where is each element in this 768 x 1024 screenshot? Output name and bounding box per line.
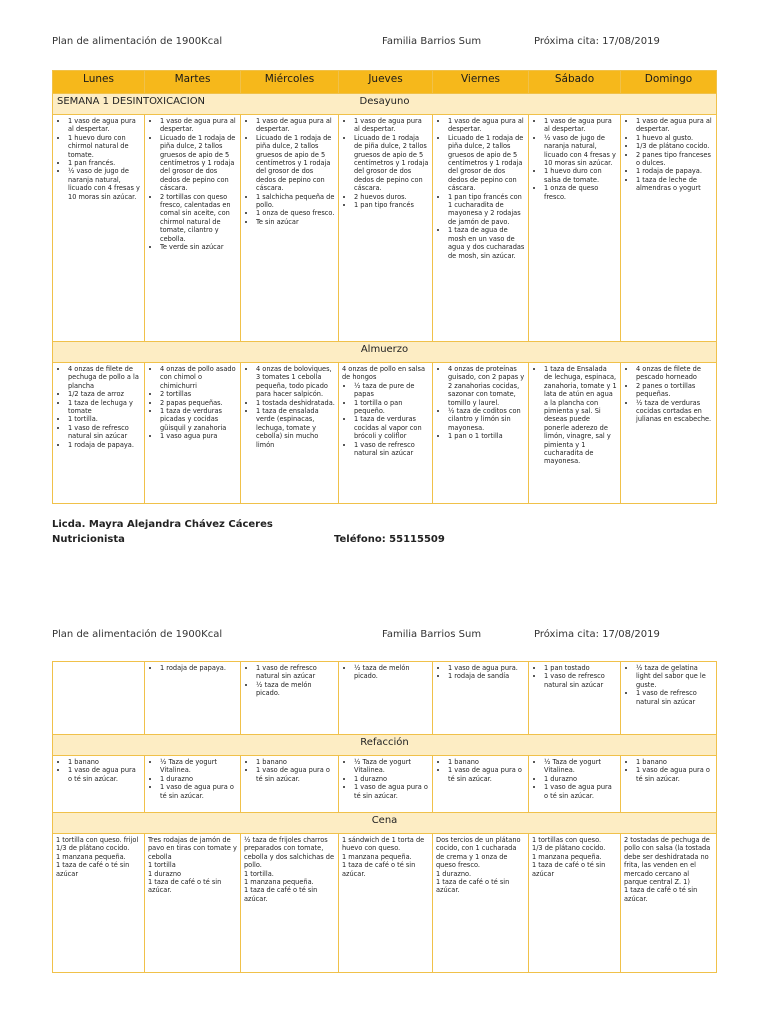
meal-item: • 4 onzas de filete de pescado horneado (636, 365, 713, 382)
meal-item-list (624, 117, 713, 193)
meal-cell (241, 834, 339, 973)
meal-item: • 1 huevo duro con chirmol natural de tomate. (68, 134, 141, 159)
meal-cell (145, 363, 241, 504)
meal-item: • 1 vaso de agua pura o té sin azúcar. (354, 783, 429, 800)
meal-item: 1 taza de café o té sin azúcar. (624, 886, 698, 903)
meal-item: • Licuado de 1 rodaja de piña dulce, 2 tallos gruesos de apio de 5 centímetros y 1 rodaja del grosor de dos dedos de pepino con cáscara. (160, 134, 237, 193)
meal-item-list (148, 664, 237, 672)
phone-number: Teléfono: 55115509 (334, 534, 445, 545)
meal-item-list (148, 117, 237, 252)
day-header: Jueves (339, 71, 433, 94)
page-header (52, 36, 716, 52)
next-appointment: Próxima cita: 17/08/2019 (534, 36, 660, 47)
meal-item: • 1 vaso de agua pura al despertar. (160, 117, 237, 134)
day-header: Lunes (53, 71, 145, 94)
plan-title: Plan de alimentación de 1900Kcal (52, 36, 223, 47)
meal-item-list (244, 117, 335, 226)
meal-cell (53, 363, 145, 504)
meal-item: • ½ taza de coditos con cilantro y limón sin mayonesa. (448, 407, 525, 432)
meal-item-list (532, 758, 617, 800)
refaccion-row (53, 756, 717, 813)
meal-item: Dos tercios de un plátano cocido, con 1 cucharada de crema y 1 onza de queso fresco. (436, 836, 521, 870)
meal-item: • 1 onza de queso fresco. (544, 184, 617, 201)
meal-item: 1 tortilla con queso. frijol (56, 836, 139, 844)
meal-item: • 1 rodaja de papaya. (160, 664, 237, 672)
plan-title: Plan de alimentación de 1900Kcal (52, 629, 223, 640)
meal-item: • 1 vaso de agua pura al despertar. (636, 117, 713, 134)
cena-band (53, 813, 717, 834)
meal-item: • ½ vaso de jugo de naranja natural, licuado con 4 fresas y 10 moras sin azúcar. (544, 134, 617, 168)
meal-cell (529, 115, 621, 342)
meal-item: • ½ Taza de yogurt Vitalinea. (354, 758, 429, 775)
meal-cell (53, 662, 145, 735)
meal-item: 1 tortilla (148, 861, 176, 870)
meal-item: • 1 durazno (544, 775, 617, 783)
meal-cell (241, 756, 339, 813)
meal-item: • 1 rodaja de papaya. (68, 441, 141, 449)
nutritionist-title: Nutricionista (52, 534, 125, 545)
meal-item: • Licuado de 1 rodaja de piña dulce, 2 tallos gruesos de apio de 5 centímetros y 1 rodaja del grosor de dos dedos de pepino con cáscara. (448, 134, 525, 193)
meal-cell (621, 115, 717, 342)
meal-title-cena: Cena (53, 813, 717, 834)
family-name: Familia Barrios Sum (382, 36, 482, 47)
desayuno-row (53, 115, 717, 342)
meal-item: • 1 banano (256, 758, 335, 766)
meal-cell (529, 756, 621, 813)
meal-item: 1 taza de café o té sin azúcar. (148, 878, 222, 895)
meal-item: • 1 rodaja de sandía (448, 672, 525, 680)
meal-item: • 1 vaso de refresco natural sin azúcar (636, 689, 713, 706)
meal-item-list (532, 664, 617, 689)
meal-item: • 1 vaso de agua pura o té sin azúcar. (160, 783, 237, 800)
meal-item: • 1 huevo duro con salsa de tomate. (544, 167, 617, 184)
meal-item-list (436, 117, 525, 260)
meal-item-list (624, 758, 713, 783)
meal-item: 1 taza de café o té sin azúcar (532, 861, 606, 878)
meal-cell (145, 115, 241, 342)
meal-item: 2 tostadas de pechuga de pollo con salsa (la tostada debe ser deshidratada no frita, las venden en el mercado cercano al parque central Z. 1) (624, 836, 711, 887)
meal-item: • 1 salchicha pequeña de pollo. (256, 193, 335, 210)
meal-item: • 1 vaso de refresco natural sin azúcar (354, 441, 429, 458)
meal-item: • 1 rodaja de papaya. (636, 167, 713, 175)
meal-item: • 1 durazno (160, 775, 237, 783)
nutritionist-name: Licda. Mayra Alejandra Chávez Cáceres (52, 519, 273, 530)
meal-cell (433, 834, 529, 973)
meal-item: • 2 panes tipo franceses o dulces. (636, 151, 713, 168)
meal-item: • 1 pan tipo francés (354, 201, 429, 209)
meal-item-list (436, 836, 525, 895)
meal-item: • 1 taza de verduras picadas y cocidas güisquil y zanahoria (160, 407, 237, 432)
meal-item-list (624, 664, 713, 706)
meal-cell (529, 662, 621, 735)
meal-item: • 2 papas pequeñas. (160, 399, 237, 407)
meal-item: • 4 onzas de boloviques, 3 tomates 1 cebolla pequeña, todo picado para hacer salpicón. (256, 365, 335, 399)
meal-cell (433, 662, 529, 735)
refaccion-band (53, 735, 717, 756)
meal-cell (529, 363, 621, 504)
meal-item: 1 tortillas con queso. (532, 836, 602, 844)
meal-item: • ½ taza de verduras cocidas cortadas en julianas en escabeche. (636, 399, 713, 424)
meal-cell (241, 363, 339, 504)
meal-item-list (56, 365, 141, 449)
meal-item: • 1 vaso de agua pura. (448, 664, 525, 672)
meal-item-list (244, 758, 335, 783)
meal-item: • 1 pan o 1 tortilla (448, 432, 525, 440)
meal-item-list (148, 365, 237, 441)
meal-item: • 4 onzas de pollo asado con chimol o chimichurri (160, 365, 237, 390)
meal-cell (621, 756, 717, 813)
meal-item: ½ taza de frijoles charros preparados con tomate, cebolla y dos salchichas de pollo. (244, 836, 335, 870)
meal-cell (433, 115, 529, 342)
meal-cell (53, 756, 145, 813)
meal-cell (339, 756, 433, 813)
meal-plan-table-page-2 (52, 661, 717, 973)
meal-item: • 1 taza de verduras cocidas al vapor con brócoli y coliflor (354, 415, 429, 440)
meal-item-list (436, 365, 525, 441)
meal-plan-table-page-1 (52, 70, 717, 504)
meal-item: • 1 vaso de agua pura al despertar. (256, 117, 335, 134)
meal-cell (433, 756, 529, 813)
meal-item: • ½ vaso de jugo de naranja natural, licuado con 4 fresas y 10 moras sin azúcar. (68, 167, 141, 201)
meal-item-list (342, 117, 429, 209)
meal-item-list (532, 836, 617, 878)
meal-item: • 1 pan tostado (544, 664, 617, 672)
meal-item: 1 taza de café o té sin azúcar (56, 861, 130, 878)
meal-item: • 1 taza de ensalada verde (espinacas, lechuga, tomate y cebolla) sin mucho limón (256, 407, 335, 449)
meal-item: 1 durazno (148, 869, 182, 878)
almuerzo-row (53, 363, 717, 504)
meal-item: • Licuado de 1 rodaja de piña dulce, 2 tallos gruesos de apio de 5 centímetros y 1 rodaja del grosor de dos dedos de pepino con cáscara. (354, 134, 429, 193)
meal-item-list (436, 664, 525, 681)
meal-item: • ½ taza de pure de papas (354, 382, 429, 399)
almuerzo-band (53, 342, 717, 363)
meal-item-list (148, 836, 237, 895)
meal-item: • ½ Taza de yogurt Vitalinea. (544, 758, 617, 775)
meal-item: • ½ Taza de yogurt Vitalinea. (160, 758, 237, 775)
meal-cell (53, 115, 145, 342)
meal-cell (621, 662, 717, 735)
week-label: SEMANA 1 DESINTOXICACION (57, 96, 206, 107)
meal-item-list (56, 117, 141, 201)
meal-item-list (624, 836, 713, 903)
meal-item: 1 taza de café o té sin azúcar. (342, 861, 416, 878)
meal-item: • 1 banano (636, 758, 713, 766)
meal-item-list (532, 117, 617, 201)
meal-item: • 1 durazno (354, 775, 429, 783)
meal-item: • 2 huevos duros. (354, 193, 429, 201)
meal-item: • 1 vaso agua pura (160, 432, 237, 440)
days-header-row (53, 71, 717, 94)
meal-title-desayuno: Desayuno (359, 96, 410, 107)
meal-item: 1 manzana pequeña. (532, 852, 602, 861)
meal-item: • 2 tortillas (160, 390, 237, 398)
meal-item-list (148, 758, 237, 800)
meal-item-list (342, 836, 429, 878)
meal-item-list (244, 664, 335, 698)
family-name: Familia Barrios Sum (382, 629, 482, 640)
meal-title-almuerzo: Almuerzo (53, 342, 717, 363)
meal-item: • 1 vaso de agua pura al despertar. (68, 117, 141, 134)
meal-item: • 1 vaso de agua pura al despertar. (448, 117, 525, 134)
meal-item: • Te verde sin azúcar (160, 243, 237, 251)
meal-cell (339, 662, 433, 735)
meal-item: 1 durazno. (436, 869, 472, 878)
meal-item: • 1 taza de leche de almendras o yogurt (636, 176, 713, 193)
meal-item: • 1 vaso de refresco natural sin azúcar (256, 664, 335, 681)
meal-item-list (244, 836, 335, 903)
meal-item: • ½ taza de melón picado. (354, 664, 429, 681)
meal-item: • 1 vaso de agua pura o té sin azúcar. (448, 766, 525, 783)
meal-cell (339, 363, 433, 504)
meal-item-list (342, 758, 429, 800)
page-header (52, 629, 716, 645)
meal-cell (433, 363, 529, 504)
cena-row (53, 834, 717, 973)
day-header: Martes (145, 71, 241, 94)
meal-cell (241, 115, 339, 342)
meal-item: • 1 banano (448, 758, 525, 766)
meal-item: • 1 taza de agua de mosh en un vaso de agua y dos cucharadas de mosh, sin azúcar. (448, 226, 525, 260)
next-appointment: Próxima cita: 17/08/2019 (534, 629, 660, 640)
meal-item: • 1/2 taza de arroz (68, 390, 141, 398)
meal-item: 1 manzana pequeña. (244, 878, 314, 887)
day-header: Miércoles (241, 71, 339, 94)
meal-cell (145, 756, 241, 813)
meal-item: • 1 taza de Ensalada de lechuga, espinaca, zanahoria, tomate y 1 lata de atún en agua a la plancha con pimienta y sal. Si deseas puede ponerle aderezo de limón, vinagre, sal y pimienta y 1 cucharadita de mayonesa. (544, 365, 617, 466)
meal-cell (145, 662, 241, 735)
meal-item-list (624, 365, 713, 424)
almuerzo-continuation-row (53, 662, 717, 735)
day-header: Domingo (621, 71, 717, 94)
meal-item: 1 taza de café o té sin azúcar. (436, 878, 510, 895)
meal-item: • 1 vaso de refresco natural sin azúcar (68, 424, 141, 441)
meal-item: • 1 vaso de refresco natural sin azúcar (544, 672, 617, 689)
meal-item-list (532, 365, 617, 466)
meal-item: 1 tortilla. (244, 869, 274, 878)
meal-cell (145, 834, 241, 973)
meal-item: • 1 huevo al gusto. (636, 134, 713, 142)
meal-item: • 1 tostada deshidratada. (256, 399, 335, 407)
meal-item: • Te sin azúcar (256, 218, 335, 226)
meal-item: • 1 onza de queso fresco. (256, 209, 335, 217)
meal-item: 1/3 de plátano cocido. (56, 844, 130, 853)
meal-item: • 1 vaso de agua pura al despertar. (354, 117, 429, 134)
meal-item: • 1 vaso de agua pura o té sin azúcar. (636, 766, 713, 783)
meal-cell (621, 834, 717, 973)
meal-item: • 4 onzas de proteínas guisado, con 2 papas y 2 zanahorias cocidas, sazonar con tomate, tomillo y laurel. (448, 365, 525, 407)
meal-item: • 1/3 de plátano cocido. (636, 142, 713, 150)
meal-cell (53, 834, 145, 973)
meal-item: 1 manzana pequeña. (56, 852, 126, 861)
meal-item-list (56, 836, 141, 878)
meal-item: • 1 tortilla. (68, 415, 141, 423)
meal-item: • 2 panes o tortillas pequeñas. (636, 382, 713, 399)
meal-cell (241, 662, 339, 735)
meal-item: • 1 vaso de agua pura al despertar. (544, 117, 617, 134)
meal-item: • 1 taza de lechuga y tomate (68, 399, 141, 416)
meal-title-refaccion: Refacción (53, 735, 717, 756)
day-header: Sábado (529, 71, 621, 94)
meal-item: 1/3 de plátano cocido. (532, 844, 606, 853)
meal-item: • ½ taza de melón picado. (256, 681, 335, 698)
meal-item: • 1 vaso de agua pura o té sin azúcar. (544, 783, 617, 800)
meal-item-list (244, 365, 335, 449)
meal-item: • 1 tortilla o pan pequeño. (354, 399, 429, 416)
desayuno-band (53, 94, 717, 115)
meal-cell (529, 834, 621, 973)
meal-item: 1 sándwich de 1 torta de huevo con queso. (342, 836, 425, 853)
meal-item: • ½ taza de gelatina light del sabor que le guste. (636, 664, 713, 689)
meal-item-list (436, 758, 525, 783)
meal-item: 1 manzana pequeña. (342, 852, 412, 861)
meal-item: • 1 banano (68, 758, 141, 766)
meal-cell (339, 834, 433, 973)
meal-item: • Licuado de 1 rodaja de piña dulce, 2 tallos gruesos de apio de 5 centímetros y 1 rodaja del grosor de dos dedos de pepino con cáscara. (256, 134, 335, 193)
meal-cell (339, 115, 433, 342)
day-header: Viernes (433, 71, 529, 94)
meal-intro-text: 4 onzas de pollo en salsa de hongos (342, 365, 426, 382)
meal-item: • 1 pan francés. (68, 159, 141, 167)
meal-item: 1 taza de café o té sin azúcar. (244, 886, 318, 903)
meal-item: • 1 vaso de agua pura o té sin azúcar. (256, 766, 335, 783)
meal-item: • 2 tortillas con queso fresco, calentadas en comal sin aceite, con chirmol natural de tomate, cilantro y cebolla. (160, 193, 237, 243)
meal-item-list (342, 382, 429, 458)
meal-item-list (342, 664, 429, 681)
meal-item: • 4 onzas de filete de pechuga de pollo a la plancha (68, 365, 141, 390)
meal-cell (621, 363, 717, 504)
meal-item: Tres rodajas de jamón de pavo en tiras con tomate y cebolla (148, 836, 237, 861)
meal-item: • 1 vaso de agua pura o té sin azúcar. (68, 766, 141, 783)
meal-item-list (56, 758, 141, 783)
meal-item: • 1 pan tipo francés con 1 cucharadita de mayonesa y 2 rodajas de jamón de pavo. (448, 193, 525, 227)
